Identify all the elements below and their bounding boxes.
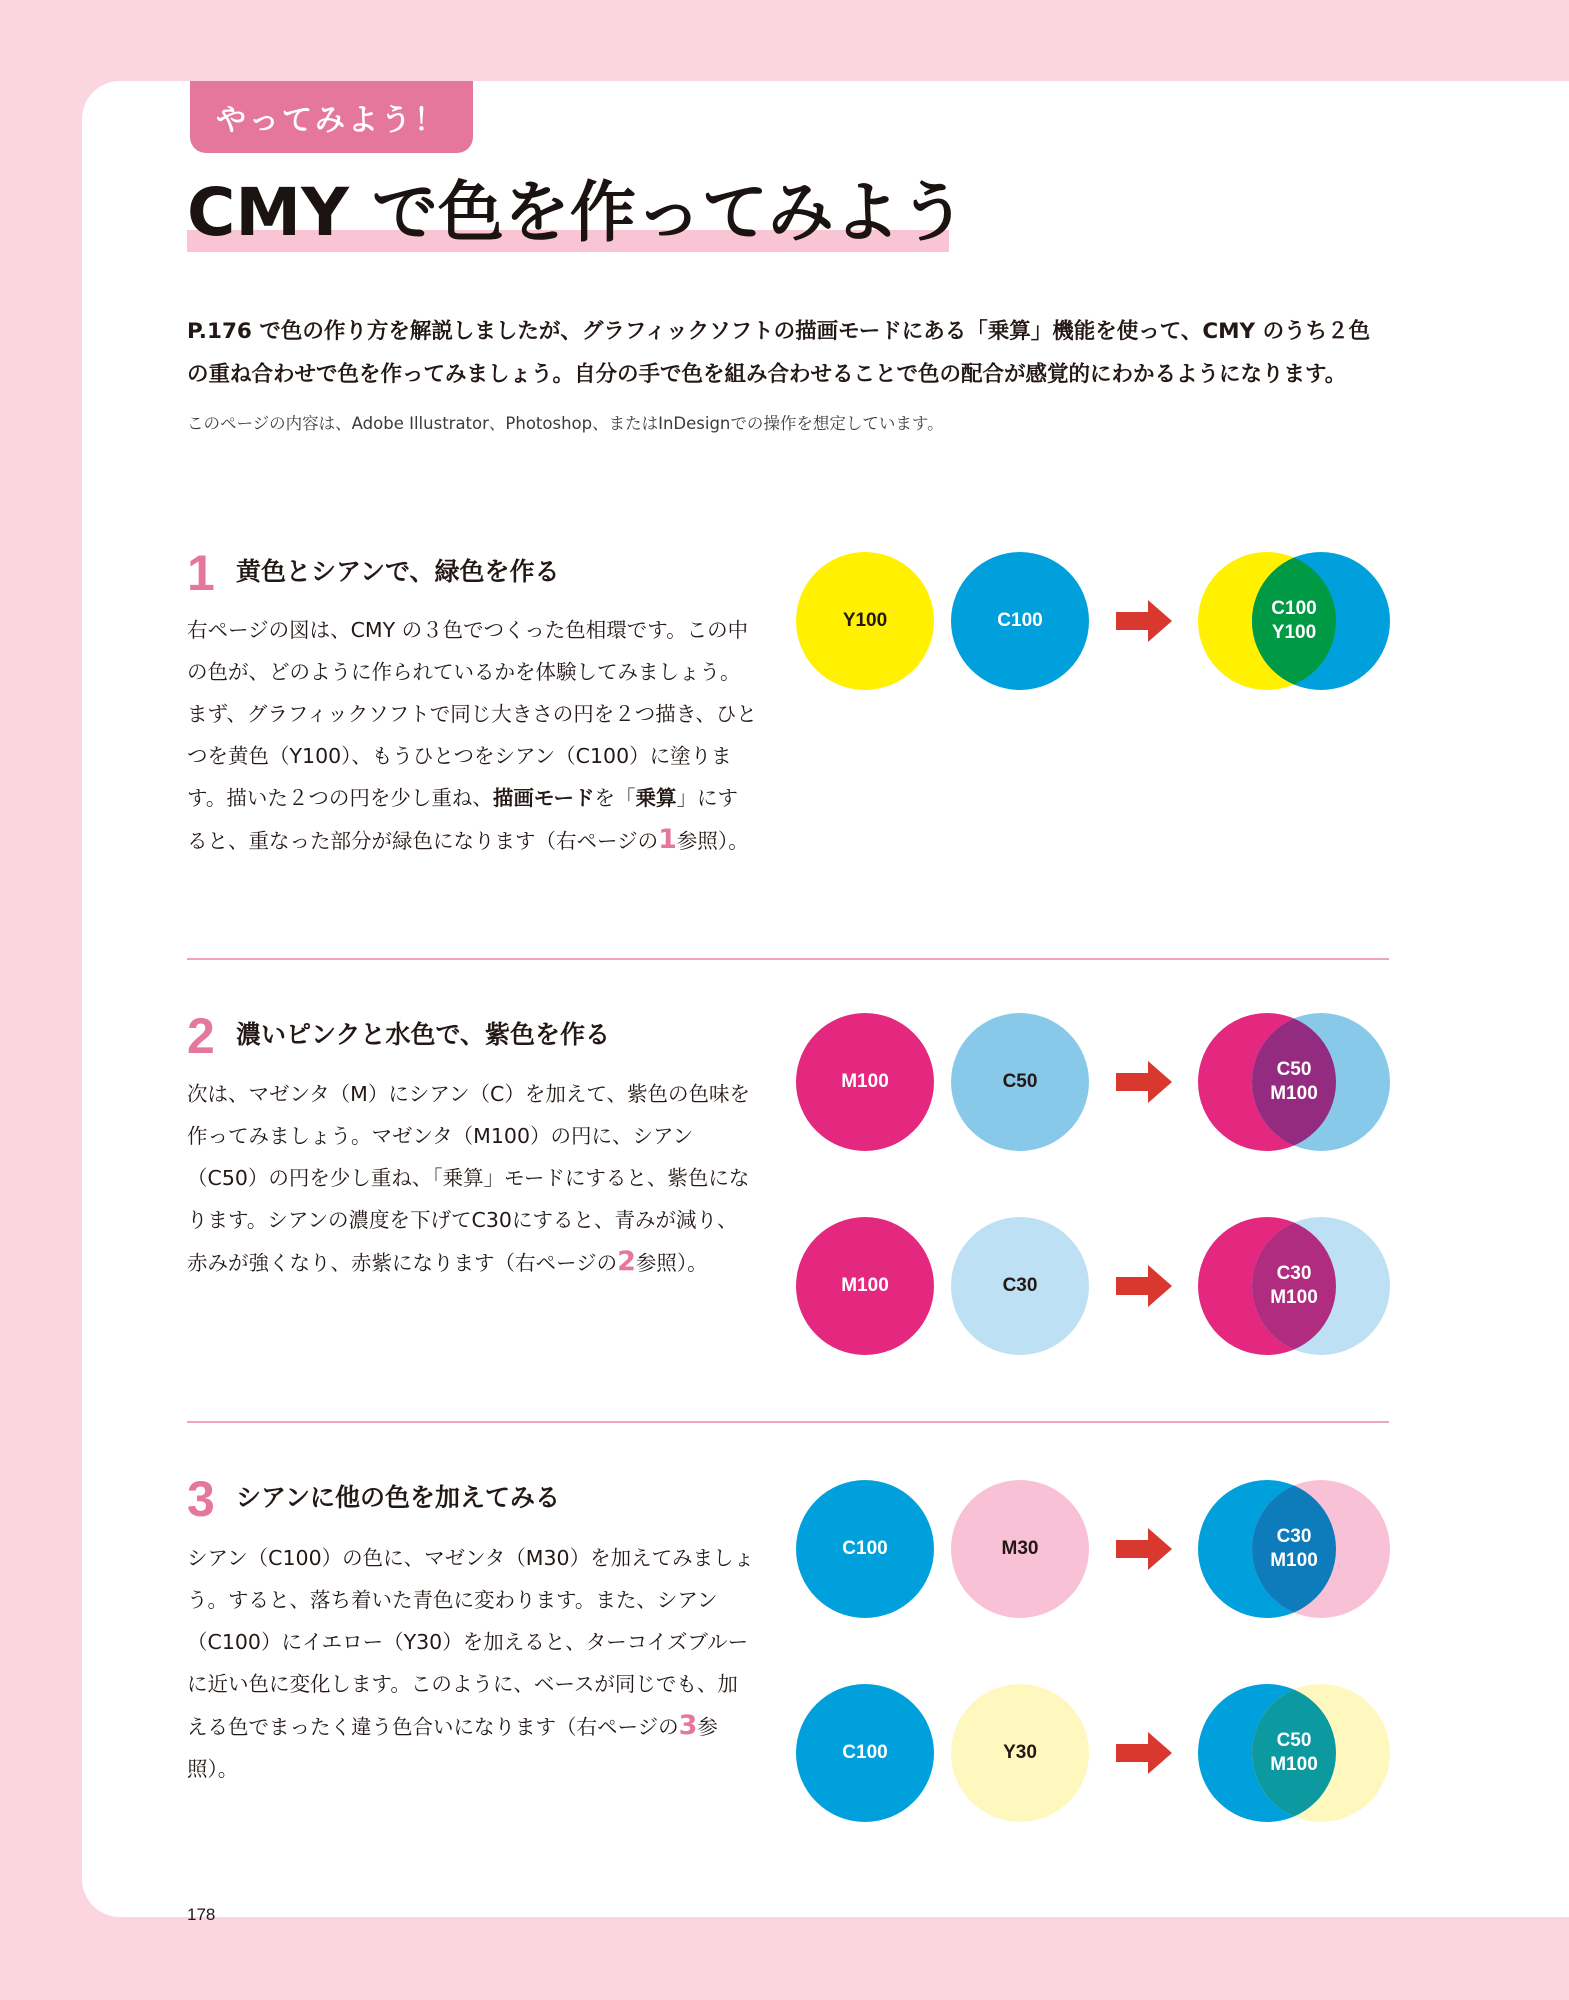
- title-block: [187, 168, 966, 258]
- venn-mix-label: [1246, 1684, 1342, 1822]
- section-divider-1: [187, 958, 1389, 960]
- venn-mix-label-2: M100: [1270, 1287, 1318, 1308]
- page-title: CMY で色を作ってみよう: [187, 174, 966, 251]
- section-1-text-c: 」にすると、重なった部分が緑色になります（右ページの: [187, 786, 739, 853]
- color-circle-b: C50: [951, 1013, 1089, 1151]
- section-2-text: 次は、マゼンタ（M）にシアン（C）を加えて、紫色の色味を作ってみましょう。マゼンタ（M100）の円に、シアン（C50）の円を少し重ね、「乗算」モードにすると、紫色になります。シアンの濃度を下げてC30にすると、青みが減り、赤みが強くなり、赤紫になります（右ページの: [187, 1082, 750, 1275]
- section-2-body: [187, 1073, 757, 1284]
- section-1-text-d: 参照）。: [676, 829, 749, 853]
- intro-text: [187, 310, 1397, 396]
- section-1-bold-a: 描画モード: [492, 786, 595, 810]
- venn-mix-label-2: Y100: [1271, 622, 1317, 643]
- color-circle-a: C100: [796, 1480, 934, 1618]
- color-circle-b: M30: [951, 1480, 1089, 1618]
- section-3-text: シアン（C100）の色に、マゼンタ（M30）を加えてみましょう。すると、落ち着いた青色に変わります。また、シアン（C100）にイエロー（Y30）を加えると、ターコイズブルーに近い色に変化します。このように、ベースが同じでも、加える色でまったく違う色合いになります（右ページの: [187, 1546, 755, 1739]
- section-3-body: [187, 1537, 757, 1790]
- color-circle-b: Y30: [951, 1684, 1089, 1822]
- venn-mix-label-1: C50: [1276, 1730, 1312, 1751]
- page-number: 178: [187, 1905, 216, 1924]
- color-circle-a: M100: [796, 1013, 934, 1151]
- section-2-ref: 2: [617, 1246, 636, 1277]
- section-1-number: 1: [187, 545, 215, 601]
- intro-line-1: P.176 で色の作り方を解説しましたが、グラフィックソフトの描画モードにある「乗算」機能を使って、CMY のうち２色: [187, 319, 1371, 344]
- venn-mix-label: [1246, 552, 1342, 690]
- section-tag: やってみよう！: [190, 81, 473, 153]
- color-circle-a: Y100: [796, 552, 934, 690]
- section-1-title: 黄色とシアンで、緑色を作る: [236, 557, 560, 586]
- venn-mix-label-2: M100: [1270, 1083, 1318, 1104]
- venn-mix-label-1: C100: [1271, 598, 1317, 619]
- section-3-ref: 3: [678, 1710, 698, 1741]
- intro-line-2: の重ね合わせで色を作ってみましょう。自分の手で色を組み合わせることで色の配合が感覚的にわかるようになります。: [187, 362, 1347, 387]
- section-2-number: 2: [187, 1008, 215, 1064]
- section-1-ref: 1: [658, 824, 677, 855]
- section-divider-2: [187, 1421, 1389, 1423]
- color-circle-a: C100: [796, 1684, 934, 1822]
- arrow-right-icon: [1116, 600, 1172, 642]
- section-2-title: 濃いピンクと水色で、紫色を作る: [236, 1020, 611, 1049]
- color-circle-b: C100: [951, 552, 1089, 690]
- arrow-right-icon: [1116, 1061, 1172, 1103]
- section-3-text-after: 参照）。: [187, 1715, 718, 1781]
- section-1-body: [187, 609, 757, 862]
- software-note: このページの内容は、Adobe Illustrator、Photoshop、またはInDesignでの操作を想定しています。: [187, 414, 944, 433]
- section-2-text-after: 参照）。: [635, 1251, 708, 1275]
- venn-mix-label: [1246, 1217, 1342, 1355]
- section-1-text-b: を「: [594, 786, 636, 810]
- color-circle-a: M100: [796, 1217, 934, 1355]
- venn-mix-label-1: C30: [1276, 1263, 1312, 1284]
- arrow-right-icon: [1116, 1265, 1172, 1307]
- section-1-text-a: 右ページの図は、CMY の３色でつくった色相環です。この中の色が、どのように作られているかを体験してみましょう。まず、グラフィックソフトで同じ大きさの円を２つ描き、ひとつを黄色（Y100）、もうひとつをシアン（C100）に塗ります。描いた２つの円を少し重ね、: [187, 618, 757, 810]
- venn-mix-label: [1246, 1013, 1342, 1151]
- section-1-bold-b: 乗算: [635, 786, 677, 810]
- venn-mix-label-1: C30: [1276, 1526, 1312, 1547]
- venn-mix-label-1: C50: [1276, 1059, 1312, 1080]
- arrow-right-icon: [1116, 1732, 1172, 1774]
- venn-mix-label: [1246, 1480, 1342, 1618]
- venn-mix-label-2: M100: [1270, 1550, 1318, 1571]
- arrow-right-icon: [1116, 1528, 1172, 1570]
- section-3-number: 3: [187, 1471, 215, 1527]
- section-3-title: シアンに他の色を加えてみる: [236, 1483, 561, 1512]
- venn-mix-label-2: M100: [1270, 1754, 1318, 1775]
- color-circle-b: C30: [951, 1217, 1089, 1355]
